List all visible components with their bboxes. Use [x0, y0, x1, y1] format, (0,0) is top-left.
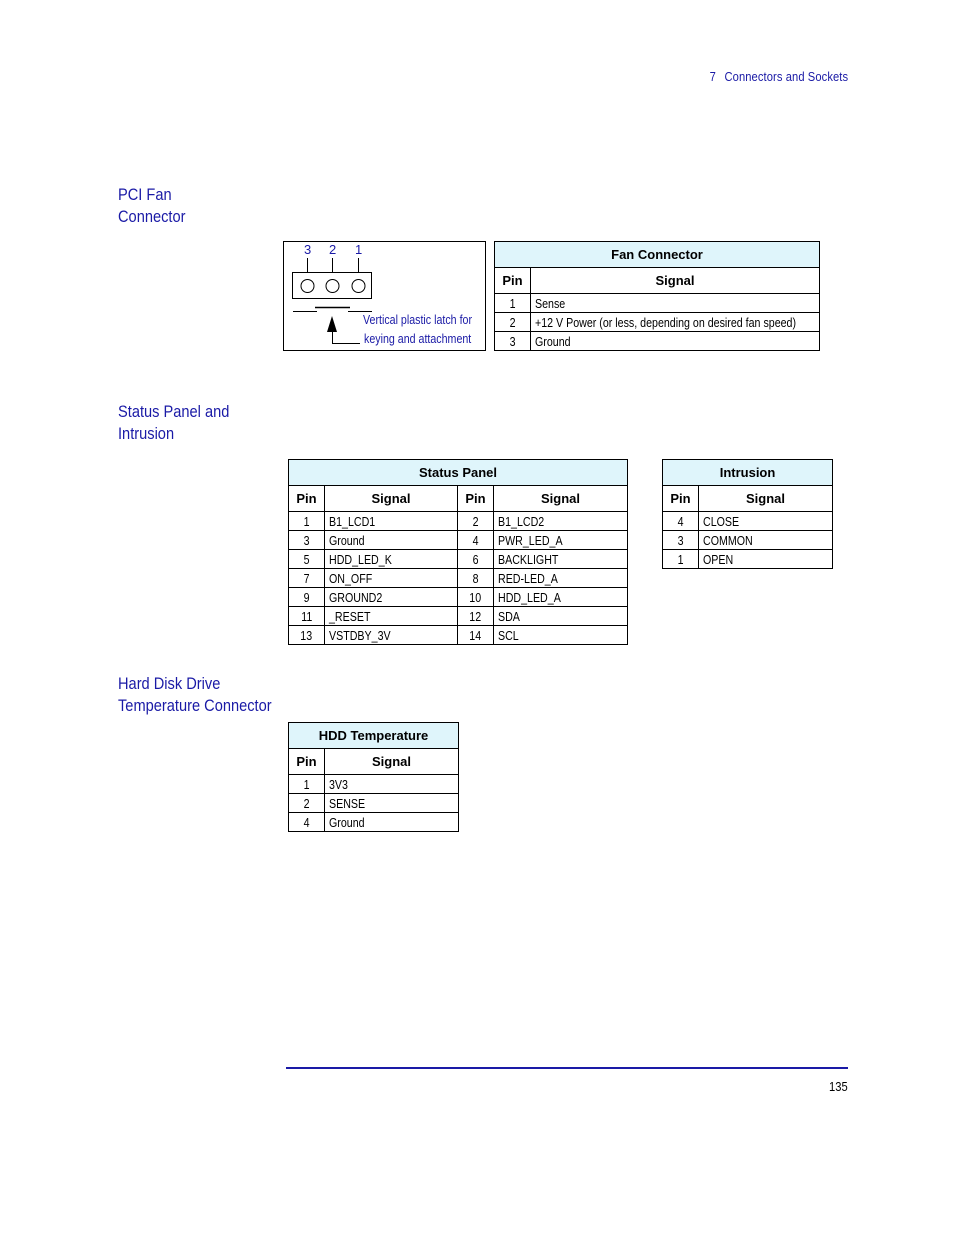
section-title-pci-fan [118, 184, 185, 228]
column-header-pin: Pin [289, 749, 325, 775]
pin-cell [458, 607, 494, 626]
pin-cell [289, 626, 325, 645]
pin-value: 1 [509, 295, 516, 311]
column-header-pin: Pin [458, 486, 494, 512]
pin-cell [289, 569, 325, 588]
pin-cell [289, 588, 325, 607]
pin-value: 11 [300, 608, 313, 624]
signal-value: Ground [329, 532, 365, 548]
signal-value: Sense [535, 295, 566, 311]
column-header-pin: Pin [289, 486, 325, 512]
table-caption: Status Panel [289, 460, 628, 486]
signal-cell [494, 626, 628, 645]
intrusion-table [662, 459, 833, 569]
table-row [289, 794, 459, 813]
signal-value: Ground [535, 333, 571, 349]
signal-value: SDA [498, 608, 520, 624]
column-header-signal: Signal [325, 749, 459, 775]
signal-cell [325, 775, 459, 794]
column-header-pin: Pin [495, 268, 531, 294]
signal-value: VSTDBY_3V [329, 627, 391, 643]
table-caption-row [289, 723, 459, 749]
pin-value: 8 [472, 570, 479, 586]
signal-value: ON_OFF [329, 570, 373, 586]
signal-cell [531, 294, 820, 313]
table-header-row [289, 486, 628, 512]
latch-note-line: keying and attachment [364, 331, 472, 346]
pin-cell [495, 332, 531, 351]
signal-cell [325, 550, 458, 569]
pin-value: 3 [303, 532, 310, 548]
table-row [289, 569, 628, 588]
pin-value: 2 [472, 513, 479, 529]
signal-value: CLOSE [703, 513, 740, 529]
table-row [289, 531, 628, 550]
pin-cell [458, 626, 494, 645]
signal-cell [325, 607, 458, 626]
signal-value: 3V3 [329, 776, 348, 792]
signal-value: _RESET [329, 608, 371, 624]
signal-value: SENSE [329, 795, 366, 811]
latch-note-line: Vertical plastic latch for [363, 312, 473, 327]
pin-value: 9 [303, 589, 310, 605]
table-row [495, 294, 820, 313]
pin-cell [289, 512, 325, 531]
pin-cell [289, 531, 325, 550]
signal-cell [325, 794, 459, 813]
fan-pin-label: 2 [329, 242, 337, 257]
pin-cell [663, 512, 699, 531]
hdd-temperature-table [288, 722, 459, 832]
status-panel-table [288, 459, 628, 645]
pin-value: 1 [303, 776, 310, 792]
signal-value: B1_LCD2 [498, 513, 545, 529]
table-caption: HDD Temperature [289, 723, 459, 749]
table-row [663, 512, 833, 531]
table-header-row [289, 749, 459, 775]
pin-value: 12 [469, 608, 482, 624]
pin-value: 13 [300, 627, 313, 643]
signal-value: SCL [498, 627, 519, 643]
table-caption-row [495, 242, 820, 268]
pin-value: 4 [677, 513, 684, 529]
pin-value: 4 [303, 814, 310, 830]
signal-cell [325, 531, 458, 550]
section-title-line: Hard Disk Drive [118, 674, 221, 693]
running-header [709, 69, 848, 84]
signal-value: OPEN [703, 551, 734, 567]
signal-value: B1_LCD1 [329, 513, 376, 529]
table-row [663, 550, 833, 569]
pin-value: 1 [303, 513, 310, 529]
table-row [289, 588, 628, 607]
pin-value: 4 [472, 532, 479, 548]
table-header-row [495, 268, 820, 294]
column-header-signal: Signal [494, 486, 628, 512]
pin-value: 3 [509, 333, 516, 349]
table-row [289, 550, 628, 569]
pin-cell [495, 294, 531, 313]
signal-value: RED-LED_A [498, 570, 558, 586]
fan-pin-label: 1 [355, 242, 363, 257]
signal-cell [494, 550, 628, 569]
chapter-title: Connectors and Sockets [724, 69, 848, 84]
signal-value: HDD_LED_K [329, 551, 392, 567]
signal-cell [325, 626, 458, 645]
table-caption: Intrusion [663, 460, 833, 486]
pin-cell [289, 794, 325, 813]
pin-cell [663, 531, 699, 550]
signal-cell [699, 531, 833, 550]
signal-cell [325, 588, 458, 607]
signal-cell [325, 813, 459, 832]
table-header-row [663, 486, 833, 512]
table-row [495, 313, 820, 332]
table-caption: Fan Connector [495, 242, 820, 268]
signal-value: PWR_LED_A [498, 532, 563, 548]
table-row [289, 813, 459, 832]
fan-connector-table [494, 241, 820, 351]
pin-cell [458, 531, 494, 550]
signal-value: +12 V Power (or less, depending on desired fan speed) [535, 314, 797, 330]
section-title-line: PCI Fan [118, 185, 172, 204]
fan-connector-diagram [283, 241, 486, 351]
pin-value: 5 [303, 551, 310, 567]
table-row [289, 512, 628, 531]
table-caption-row [289, 460, 628, 486]
column-header-signal: Signal [531, 268, 820, 294]
signal-cell [494, 588, 628, 607]
signal-cell [699, 550, 833, 569]
section-title-hdd-temp [118, 673, 272, 717]
signal-cell [699, 512, 833, 531]
section-title-line: Temperature Connector [118, 696, 272, 715]
pin-cell [289, 607, 325, 626]
pin-cell [458, 550, 494, 569]
section-title-status-panel [118, 401, 229, 445]
column-header-signal: Signal [325, 486, 458, 512]
pin-value: 7 [303, 570, 310, 586]
section-title-line: Status Panel and [118, 402, 230, 421]
signal-value: Ground [329, 814, 365, 830]
pin-cell [289, 813, 325, 832]
signal-value: GROUND2 [329, 589, 383, 605]
pin-value: 6 [472, 551, 479, 567]
signal-cell [531, 332, 820, 351]
table-row [289, 626, 628, 645]
table-row [663, 531, 833, 550]
page-number: 135 [829, 1079, 848, 1094]
fan-pin-label: 3 [304, 242, 312, 257]
pin-cell [289, 775, 325, 794]
pin-value: 14 [469, 627, 482, 643]
table-row [289, 607, 628, 626]
section-title-line: Intrusion [118, 424, 175, 443]
pin-cell [289, 550, 325, 569]
pin-value: 3 [677, 532, 684, 548]
pin-cell [458, 588, 494, 607]
signal-cell [494, 531, 628, 550]
footer-rule [286, 1067, 848, 1069]
signal-value: COMMON [703, 532, 753, 548]
pin-cell [458, 569, 494, 588]
signal-cell [325, 569, 458, 588]
signal-value: BACKLIGHT [498, 551, 559, 567]
pin-cell [495, 313, 531, 332]
signal-cell [325, 512, 458, 531]
chapter-number: 7 [709, 69, 716, 84]
signal-value: HDD_LED_A [498, 589, 561, 605]
signal-cell [494, 512, 628, 531]
table-caption-row [663, 460, 833, 486]
column-header-pin: Pin [663, 486, 699, 512]
signal-cell [531, 313, 820, 332]
pin-value: 2 [509, 314, 516, 330]
pin-value: 2 [303, 795, 310, 811]
pin-cell [458, 512, 494, 531]
pin-cell [663, 550, 699, 569]
pin-value: 1 [677, 551, 684, 567]
table-row [495, 332, 820, 351]
table-row [289, 775, 459, 794]
signal-cell [494, 607, 628, 626]
section-title-line: Connector [118, 207, 186, 226]
signal-cell [494, 569, 628, 588]
column-header-signal: Signal [699, 486, 833, 512]
pin-value: 10 [469, 589, 482, 605]
